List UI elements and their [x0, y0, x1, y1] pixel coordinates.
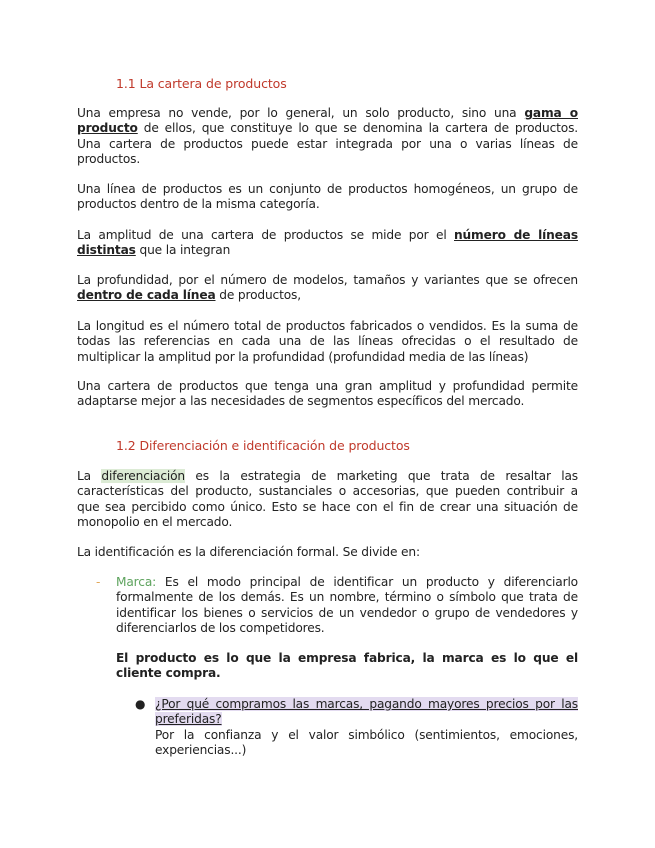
bold-statement: El producto es lo que la empresa fabrica, la marca es lo que el cliente compra.: [116, 651, 578, 681]
bullet-item-question: [155, 697, 578, 758]
text-span: Es el modo principal de identificar un producto y diferenciarlo formalmente de los demás. Es un nombre, término o símbolo que trata de identificar los bienes o servicios de un vendedor o grupo de vendedores y diferenciarlos de los competidores.: [116, 575, 578, 635]
text-span: La profundidad, por el número de modelos, tamaños y variantes que se ofrecen: [77, 273, 578, 287]
underlined-term-cada-linea: dentro de cada línea: [77, 288, 216, 303]
highlighted-term-diferenciacion: diferenciación: [101, 469, 185, 483]
paragraph-amplitud: [77, 228, 578, 259]
section-heading-diferenciacion: 1.2 Diferenciación e identificación de productos: [116, 438, 410, 453]
text-span: de productos,: [215, 288, 301, 303]
list-item-marca: [116, 575, 578, 636]
paragraph-profundidad: [77, 273, 578, 304]
text-span: La: [77, 469, 102, 483]
list-dash: -: [96, 575, 101, 589]
paragraph-longitud: La longitud es el número total de productos fabricados o vendidos. Es la suma de todas las referencias en cada una de las líneas ofrecidas o el resultado de multiplicar la amplitud por la profundidad (profundidad media de las líneas): [77, 319, 578, 364]
text-span: Una empresa no vende, por lo general, un solo producto, sino una: [77, 106, 525, 120]
paragraph-cartera-intro: [77, 106, 578, 167]
paragraph-amplitud-profundidad: Una cartera de productos que tenga una gran amplitud y profundidad permite adaptarse mejor a las necesidades de segmentos específicos del mercado.: [77, 379, 578, 409]
question-text: [155, 697, 578, 728]
text-span: es la estrategia de marketing que trata de resaltar las características del producto, sustanciales o accesorias, que pueden contribuir a que sea percibido como único. Esto se hace con el fin de crear una situación de monopolio en el mercado.: [77, 469, 578, 529]
highlighted-question: ¿Por qué compramos las marcas, pagando mayores precios por las preferidas?: [155, 697, 578, 727]
underlined-term-lineas: número de líneas distintas: [77, 228, 578, 258]
text-span: que la integran: [135, 243, 231, 258]
paragraph-diferenciacion: [77, 469, 578, 530]
underlined-term-gama: gama o producto: [77, 106, 578, 136]
paragraph-identificacion: La identificación es la diferenciación formal. Se divide en:: [77, 545, 420, 559]
marca-label: Marca:: [116, 575, 157, 589]
bullet-icon: ●: [135, 697, 146, 711]
text-span: de ellos, que constituye lo que se denomina la cartera de productos. Una cartera de productos puede estar integrada por una o varias líneas de productos.: [77, 121, 578, 166]
paragraph-linea: Una línea de productos es un conjunto de productos homogéneos, un grupo de productos dentro de la misma categoría.: [77, 182, 578, 212]
text-span: La amplitud de una cartera de productos se mide por el: [77, 228, 454, 242]
section-heading-cartera: 1.1 La cartera de productos: [116, 76, 287, 91]
answer-text: Por la confianza y el valor simbólico (sentimientos, emociones, experiencias...): [155, 727, 578, 757]
